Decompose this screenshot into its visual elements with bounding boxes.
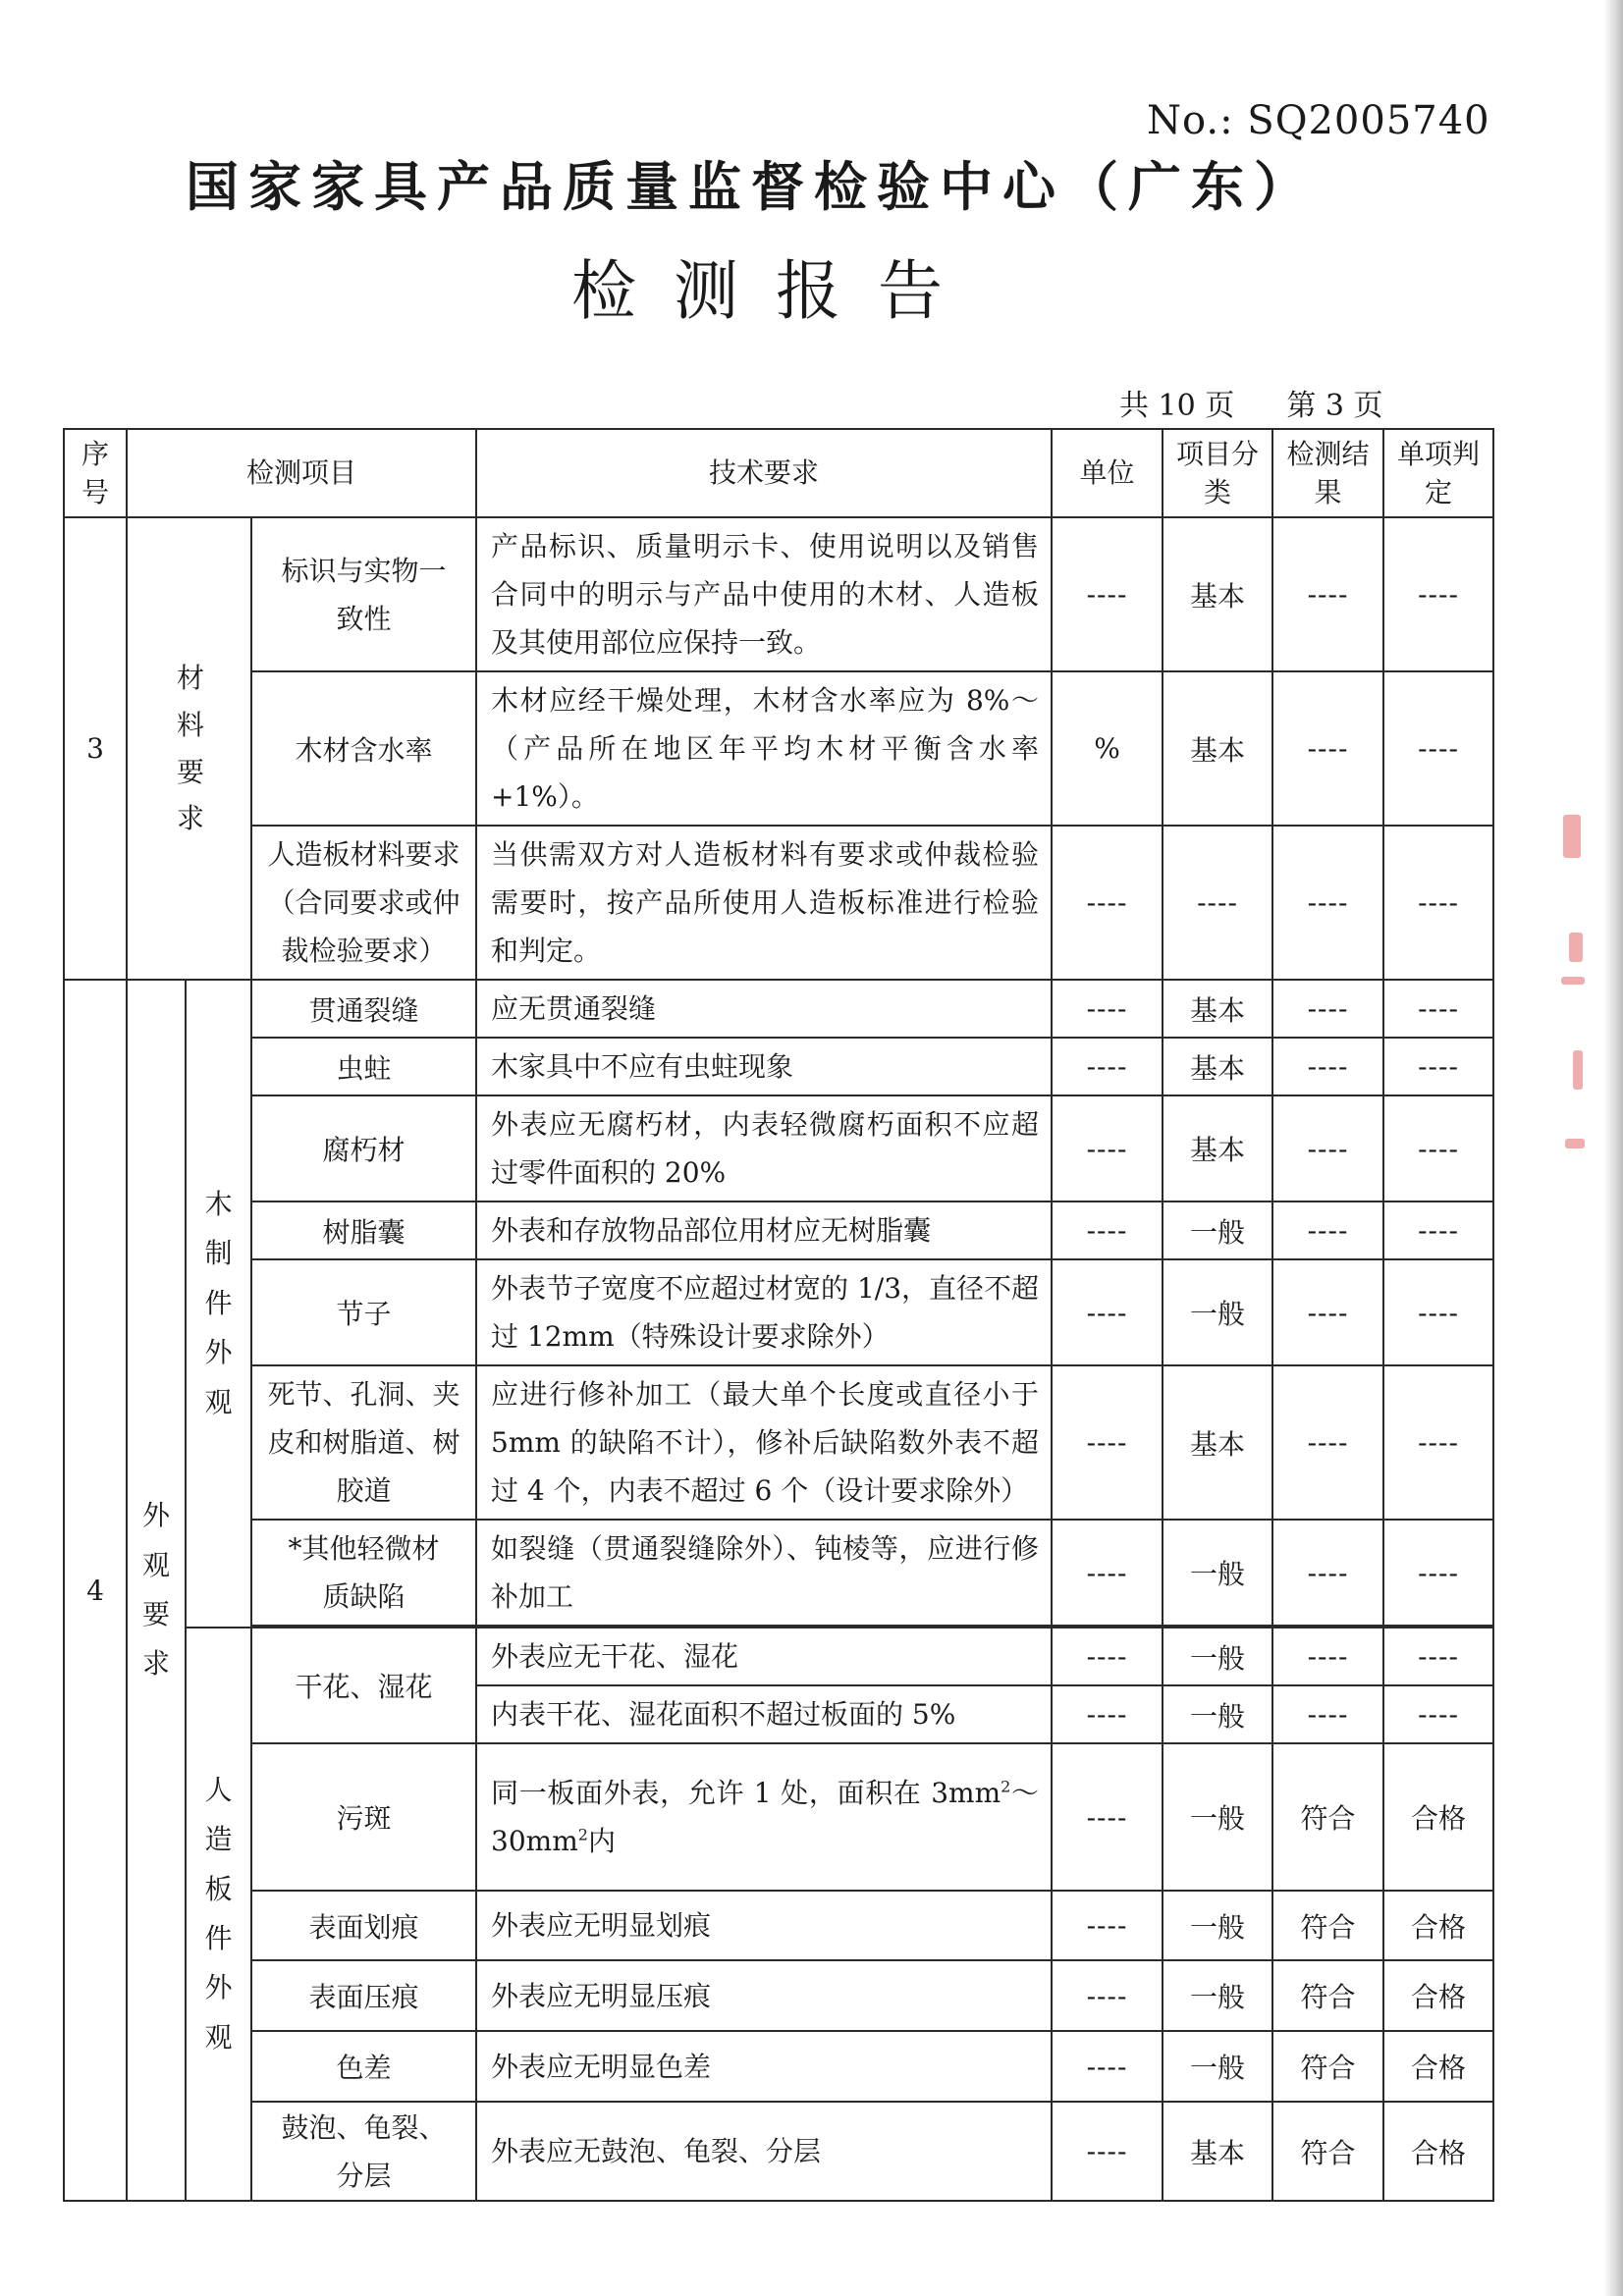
table-row bbox=[64, 1520, 1493, 1626]
item-verdict: ---- bbox=[1383, 1201, 1493, 1259]
stain-req-c: 内 bbox=[587, 1825, 616, 1857]
red-seal-fragment-icon bbox=[1559, 815, 1598, 1168]
item-result: 符合 bbox=[1272, 2031, 1383, 2102]
item-result: ---- bbox=[1272, 1201, 1383, 1259]
table-row bbox=[64, 2102, 1493, 2201]
item-unit: ---- bbox=[1052, 1259, 1163, 1365]
item-unit: ---- bbox=[1052, 1743, 1163, 1891]
section-3-seq: 3 bbox=[64, 517, 127, 980]
item-unit: ---- bbox=[1052, 1038, 1163, 1095]
item-category: 一般 bbox=[1163, 1891, 1272, 1960]
item-unit: ---- bbox=[1052, 1520, 1163, 1626]
item-verdict: 合格 bbox=[1383, 1743, 1493, 1891]
table-row bbox=[64, 980, 1493, 1038]
table-row bbox=[64, 1259, 1493, 1365]
page-info bbox=[1119, 381, 1383, 424]
item-unit: ---- bbox=[1052, 1960, 1163, 2031]
item-verdict: ---- bbox=[1383, 671, 1493, 826]
item-requirement: 外表应无鼓泡、龟裂、分层 bbox=[476, 2102, 1052, 2201]
item-result: ---- bbox=[1272, 671, 1383, 826]
item-verdict: ---- bbox=[1383, 1685, 1493, 1743]
item-verdict: 合格 bbox=[1383, 2102, 1493, 2201]
item-verdict: ---- bbox=[1383, 1259, 1493, 1365]
item-category: 基本 bbox=[1163, 1365, 1272, 1520]
item-category: 一般 bbox=[1163, 1201, 1272, 1259]
item-name: 表面划痕 bbox=[251, 1891, 476, 1960]
board-group-text: 人造板件外观 bbox=[204, 1773, 233, 2054]
item-result: ---- bbox=[1272, 1095, 1383, 1201]
item-category: 一般 bbox=[1163, 1960, 1272, 2031]
item-unit: % bbox=[1052, 671, 1163, 826]
item-verdict: ---- bbox=[1383, 826, 1493, 980]
table-row bbox=[64, 1628, 1493, 1685]
page-edge-shadow bbox=[1603, 0, 1623, 2296]
item-name: 干花、湿花 bbox=[251, 1628, 476, 1743]
item-result: ---- bbox=[1272, 826, 1383, 980]
table-row bbox=[64, 671, 1493, 826]
item-verdict: 合格 bbox=[1383, 1891, 1493, 1960]
item-requirement: 应无贯通裂缝 bbox=[476, 980, 1052, 1038]
item-requirement: 内表干花、湿花面积不超过板面的 5% bbox=[476, 1685, 1052, 1743]
section-3-group: 材料要求 bbox=[127, 517, 251, 980]
table-row bbox=[64, 2031, 1493, 2102]
item-unit: ---- bbox=[1052, 1891, 1163, 1960]
section-4-group-text: 外观要求 bbox=[142, 1499, 171, 1681]
item-name: 腐朽材 bbox=[251, 1095, 476, 1201]
table-row bbox=[64, 826, 1493, 980]
item-result: ---- bbox=[1272, 1365, 1383, 1520]
item-name: *其他轻微材质缺陷 bbox=[251, 1520, 476, 1626]
item-requirement: 木材应经干燥处理，木材含水率应为 8%～（产品所在地区年平均木材平衡含水率+1%）。 bbox=[476, 671, 1052, 826]
header-result: 检测结果 bbox=[1272, 429, 1383, 517]
item-requirement: 外表应无明显色差 bbox=[476, 2031, 1052, 2102]
item-unit: ---- bbox=[1052, 980, 1163, 1038]
header-seq: 序号 bbox=[64, 429, 127, 517]
item-result: 符合 bbox=[1272, 1743, 1383, 1891]
page-total: 共 10 页 bbox=[1119, 389, 1235, 423]
stain-sup-b: 2 bbox=[577, 1825, 588, 1844]
item-unit: ---- bbox=[1052, 1685, 1163, 1743]
item-result: ---- bbox=[1272, 1685, 1383, 1743]
organization-name: 国家家具产品质量监督检验中心（广东） bbox=[186, 155, 1317, 218]
item-result: ---- bbox=[1272, 1259, 1383, 1365]
header-unit: 单位 bbox=[1052, 429, 1163, 517]
item-verdict: ---- bbox=[1383, 1095, 1493, 1201]
item-category: 一般 bbox=[1163, 2031, 1272, 2102]
item-category: 基本 bbox=[1163, 671, 1272, 826]
item-unit: ---- bbox=[1052, 1628, 1163, 1685]
item-unit: ---- bbox=[1052, 1365, 1163, 1520]
item-category: 基本 bbox=[1163, 1038, 1272, 1095]
item-result: ---- bbox=[1272, 1520, 1383, 1626]
item-result: ---- bbox=[1272, 517, 1383, 671]
stain-req-b: ～30mm bbox=[491, 1777, 1039, 1857]
item-category: ---- bbox=[1163, 826, 1272, 980]
item-requirement: 应进行修补加工（最大单个长度或直径小于 5mm 的缺陷不计），修补后缺陷数外表不超过 4 个，内表不超过 6 个（设计要求除外） bbox=[476, 1365, 1052, 1520]
item-category: 一般 bbox=[1163, 1685, 1272, 1743]
board-group bbox=[186, 1628, 251, 2201]
item-requirement: 外表应无明显划痕 bbox=[476, 1891, 1052, 1960]
item-category: 一般 bbox=[1163, 1520, 1272, 1626]
item-unit: ---- bbox=[1052, 1095, 1163, 1201]
item-requirement: 木家具中不应有虫蛀现象 bbox=[476, 1038, 1052, 1095]
item-category: 一般 bbox=[1163, 1628, 1272, 1685]
table-row bbox=[64, 1743, 1493, 1891]
item-result: ---- bbox=[1272, 1038, 1383, 1095]
table-row bbox=[64, 1095, 1493, 1201]
item-unit: ---- bbox=[1052, 2102, 1163, 2201]
item-verdict: 合格 bbox=[1383, 2031, 1493, 2102]
item-name: 虫蛀 bbox=[251, 1038, 476, 1095]
item-verdict: 合格 bbox=[1383, 1960, 1493, 2031]
item-name: 污斑 bbox=[251, 1743, 476, 1891]
item-requirement: 产品标识、质量明示卡、使用说明以及销售合同中的明示与产品中使用的木材、人造板及其使用部位应保持一致。 bbox=[476, 517, 1052, 671]
report-number: No.: SQ2005740 bbox=[1147, 98, 1490, 143]
table-row bbox=[64, 1038, 1493, 1095]
item-unit: ---- bbox=[1052, 517, 1163, 671]
header-verdict: 单项判定 bbox=[1383, 429, 1493, 517]
table-row bbox=[64, 1891, 1493, 1960]
table-row bbox=[64, 1365, 1493, 1520]
item-requirement: 外表应无明显压痕 bbox=[476, 1960, 1052, 2031]
inspection-table bbox=[63, 428, 1494, 2202]
item-name: 树脂囊 bbox=[251, 1201, 476, 1259]
table-row bbox=[64, 517, 1493, 671]
item-verdict: ---- bbox=[1383, 1365, 1493, 1520]
item-name: 节子 bbox=[251, 1259, 476, 1365]
item-result: ---- bbox=[1272, 980, 1383, 1038]
item-unit: ---- bbox=[1052, 1201, 1163, 1259]
item-unit: ---- bbox=[1052, 2031, 1163, 2102]
section-4-seq: 4 bbox=[64, 980, 127, 2201]
item-verdict: ---- bbox=[1383, 1038, 1493, 1095]
header-requirement: 技术要求 bbox=[476, 429, 1052, 517]
item-category: 基本 bbox=[1163, 980, 1272, 1038]
stain-req-a: 同一板面外表，允许 1 处，面积在 3mm bbox=[491, 1777, 1001, 1809]
wood-group bbox=[186, 980, 251, 1628]
item-verdict: ---- bbox=[1383, 517, 1493, 671]
item-requirement: 外表节子宽度不应超过材宽的 1/3，直径不超过 12mm（特殊设计要求除外） bbox=[476, 1259, 1052, 1365]
item-category: 基本 bbox=[1163, 2102, 1272, 2201]
item-verdict: ---- bbox=[1383, 1628, 1493, 1685]
stain-sup-a: 2 bbox=[1001, 1777, 1011, 1796]
item-name: 表面压痕 bbox=[251, 1960, 476, 2031]
item-unit: ---- bbox=[1052, 826, 1163, 980]
table-row bbox=[64, 1960, 1493, 2031]
item-result: 符合 bbox=[1272, 2102, 1383, 2201]
item-requirement bbox=[476, 1743, 1052, 1891]
header-category: 项目分类 bbox=[1163, 429, 1272, 517]
item-category: 一般 bbox=[1163, 1259, 1272, 1365]
item-result: 符合 bbox=[1272, 1960, 1383, 2031]
item-requirement: 当供需双方对人造板材料有要求或仲裁检验需要时，按产品所使用人造板标准进行检验和判定。 bbox=[476, 826, 1052, 980]
item-name: 贯通裂缝 bbox=[251, 980, 476, 1038]
item-verdict: ---- bbox=[1383, 1520, 1493, 1626]
table-header-row bbox=[64, 429, 1493, 517]
item-category: 基本 bbox=[1163, 517, 1272, 671]
item-name: 木材含水率 bbox=[251, 671, 476, 826]
item-name: 鼓泡、龟裂、分层 bbox=[251, 2102, 476, 2201]
item-name: 标识与实物一致性 bbox=[251, 517, 476, 671]
item-requirement: 外表应无腐朽材，内表轻微腐朽面积不应超过零件面积的 20% bbox=[476, 1095, 1052, 1201]
item-verdict: ---- bbox=[1383, 980, 1493, 1038]
item-requirement: 如裂缝（贯通裂缝除外）、钝棱等，应进行修补加工 bbox=[476, 1520, 1052, 1626]
wood-group-text: 木制件外观 bbox=[204, 1188, 233, 1418]
item-result: ---- bbox=[1272, 1628, 1383, 1685]
item-name: 死节、孔洞、夹皮和树脂道、树胶道 bbox=[251, 1365, 476, 1520]
table-row bbox=[64, 1201, 1493, 1259]
section-4-group bbox=[127, 980, 186, 2201]
header-item: 检测项目 bbox=[127, 429, 476, 517]
item-requirement: 外表应无干花、湿花 bbox=[476, 1628, 1052, 1685]
item-name: 色差 bbox=[251, 2031, 476, 2102]
item-result: 符合 bbox=[1272, 1891, 1383, 1960]
item-name: 人造板材料要求（合同要求或仲裁检验要求） bbox=[251, 826, 476, 980]
document-title: 检测报告 bbox=[571, 253, 980, 329]
item-category: 基本 bbox=[1163, 1095, 1272, 1201]
page-current: 第 3 页 bbox=[1286, 389, 1383, 423]
item-category: 一般 bbox=[1163, 1743, 1272, 1891]
item-requirement: 外表和存放物品部位用材应无树脂囊 bbox=[476, 1201, 1052, 1259]
